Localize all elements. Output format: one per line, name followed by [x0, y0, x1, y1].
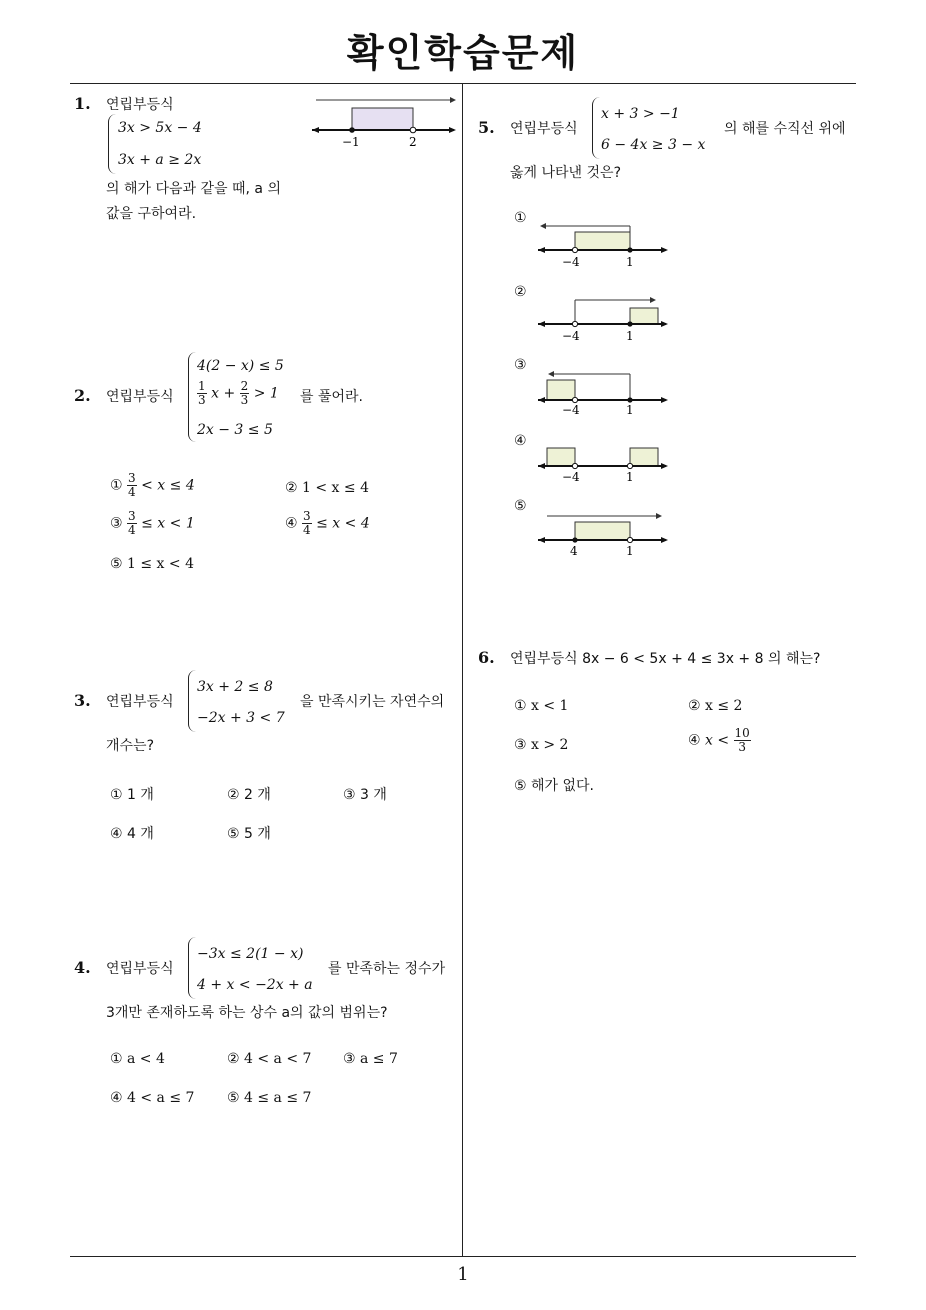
question-text: 을 만족시키는 자연수의 [300, 694, 445, 710]
open-point [627, 537, 632, 542]
option-2[interactable]: ② x ≤ 2 [688, 698, 743, 714]
tick-label: 1 [626, 544, 634, 558]
tick-label: −4 [562, 255, 580, 269]
fraction: $\frac{3}{4}$ [128, 509, 136, 537]
question-text: 개수는? [106, 738, 155, 754]
option-5[interactable]: ⑤ 1 ≤ x < 4 [110, 556, 194, 572]
tick-label: 1 [626, 470, 634, 484]
tick-label: 4 [570, 544, 578, 558]
tick-label: −4 [562, 329, 580, 343]
axis-arrow-right [449, 127, 456, 133]
fraction: $\frac{3}{4}$ [303, 509, 311, 537]
page-number: 1 [457, 1264, 469, 1285]
option-3-number-line[interactable] [536, 368, 670, 418]
solution-region [352, 108, 413, 130]
question-text: 3개만 존재하도록 하는 상수 a의 값의 범위는? [106, 1005, 388, 1021]
option-1-number-line[interactable] [536, 222, 670, 272]
option-5[interactable]: ⑤ 해가 없다. [514, 778, 594, 794]
option-4[interactable]: ④ $\frac{3}{4}$ ≤ x < 4 [285, 509, 370, 537]
tick-label: −1 [342, 135, 360, 149]
number-line-figure [310, 92, 458, 156]
option-1[interactable]: ① x < 1 [514, 698, 569, 714]
question-lead: 연립부등식 [106, 97, 174, 113]
inequality-1: −3x ≤ 2(1 − x) [197, 946, 304, 962]
tick-label: 2 [409, 135, 417, 149]
fraction: $\frac{3}{4}$ [128, 471, 136, 499]
column-divider [462, 84, 463, 1256]
inequality-3: 2x − 3 ≤ 5 [197, 422, 273, 438]
option-3[interactable]: ③ 3 개 [343, 787, 387, 803]
inequality-1: 3x + 2 ≤ 8 [197, 679, 273, 695]
question-number: 6. [478, 648, 495, 667]
solution-region [547, 380, 575, 400]
solution-region [630, 448, 658, 466]
fraction: $\frac{10}{3}$ [734, 726, 750, 754]
closed-point [349, 127, 355, 133]
arrow-head [548, 371, 554, 377]
axis-arrow-left [312, 127, 319, 133]
question-text: 의 해가 다음과 같을 때, a 의 [106, 181, 281, 197]
question-lead: 연립부등식 8x − 6 < 5x + 4 ≤ 3x + 8 의 해는? [510, 651, 821, 667]
option-5[interactable]: ⑤ 4 ≤ a ≤ 7 [227, 1090, 312, 1106]
fraction: $\frac{2}{3}$ [240, 379, 249, 407]
question-text: 값을 구하여라. [106, 206, 197, 222]
inequality-2: 3x + a ≥ 2x [118, 152, 202, 168]
option-2-mark[interactable]: ② [514, 284, 527, 300]
open-point [410, 127, 416, 133]
solution-region [630, 308, 658, 324]
open-point [627, 463, 632, 468]
question-text: 의 해를 수직선 위에 [724, 121, 846, 137]
inequality-1: 3x > 5x − 4 [118, 120, 202, 136]
closed-point [627, 397, 632, 402]
question-text: 를 만족하는 정수가 [328, 961, 446, 977]
open-point [572, 247, 577, 252]
option-2[interactable]: ② 4 < a < 7 [227, 1051, 312, 1067]
question-text: 옳게 나타낸 것은? [510, 165, 621, 181]
option-1[interactable]: ① 1 개 [110, 787, 154, 803]
option-1[interactable]: ① $\frac{3}{4}$ < x ≤ 4 [110, 471, 195, 499]
open-point [572, 321, 577, 326]
option-5-mark[interactable]: ⑤ [514, 498, 527, 514]
option-2-number-line[interactable] [536, 296, 670, 346]
question-lead: 연립부등식 [106, 389, 174, 405]
inequality-1: 4(2 − x) ≤ 5 [197, 358, 284, 374]
closed-point [627, 321, 632, 326]
option-5-number-line[interactable] [536, 508, 670, 558]
solution-region [547, 448, 575, 466]
question-number: 3. [74, 691, 91, 710]
system-brace [592, 97, 601, 159]
system-brace [188, 937, 197, 999]
question-number: 5. [478, 118, 495, 137]
option-3[interactable]: ③ a ≤ 7 [343, 1051, 398, 1067]
question-number: 1. [74, 94, 91, 113]
option-4-mark[interactable]: ④ [514, 433, 527, 449]
tick-label: 1 [626, 255, 634, 269]
open-point [572, 397, 577, 402]
arrow-head [540, 223, 546, 229]
option-3[interactable]: ③ $\frac{3}{4}$ ≤ x < 1 [110, 509, 195, 537]
inequality-2: 4 + x < −2x + a [197, 977, 313, 993]
inequality-2: 6 − 4x ≥ 3 − x [601, 137, 706, 153]
option-3-mark[interactable]: ③ [514, 357, 527, 373]
option-2[interactable]: ② 1 < x ≤ 4 [285, 480, 369, 496]
option-2[interactable]: ② 2 개 [227, 787, 271, 803]
option-4-number-line[interactable] [536, 440, 670, 486]
tick-label: 1 [626, 329, 634, 343]
solution-region [575, 522, 630, 540]
footer-rule [70, 1256, 856, 1257]
closed-point [572, 537, 577, 542]
arrow-head [650, 297, 656, 303]
solution-region [575, 232, 630, 250]
page-title: 확인학습문제 [346, 31, 580, 75]
fraction: $\frac{1}{3}$ [198, 379, 206, 407]
system-brace [188, 670, 197, 732]
tick-label: −4 [562, 403, 580, 417]
option-4[interactable]: ④ x < $\frac{10}{3}$ [688, 726, 750, 754]
closed-point [627, 247, 632, 252]
open-point [572, 463, 577, 468]
option-4[interactable]: ④ 4 < a ≤ 7 [110, 1090, 195, 1106]
system-brace [188, 352, 197, 442]
header-rule [70, 83, 856, 84]
option-3[interactable]: ③ x > 2 [514, 737, 569, 753]
tick-label: −4 [562, 470, 580, 484]
option-1-mark[interactable]: ① [514, 210, 527, 226]
question-number: 2. [74, 386, 91, 405]
question-lead: 연립부등식 [106, 694, 174, 710]
question-lead: 연립부등식 [510, 121, 578, 137]
option-5[interactable]: ⑤ 5 개 [227, 826, 271, 842]
tick-label: 1 [626, 403, 634, 417]
inequality-2: −2x + 3 < 7 [197, 710, 285, 726]
option-4[interactable]: ④ 4 개 [110, 826, 154, 842]
question-lead: 연립부등식 [106, 961, 174, 977]
option-1[interactable]: ① a < 4 [110, 1051, 165, 1067]
question-text: 를 풀어라. [300, 389, 363, 405]
inequality-2: $\frac{1}{3}$ x + $\frac{2}{3}$ > 1 [198, 379, 279, 407]
inequality-1: x + 3 > −1 [601, 106, 680, 122]
arrow-head [656, 513, 662, 519]
question-number: 4. [74, 958, 91, 977]
system-brace [108, 114, 117, 174]
arrow-head [450, 97, 456, 103]
